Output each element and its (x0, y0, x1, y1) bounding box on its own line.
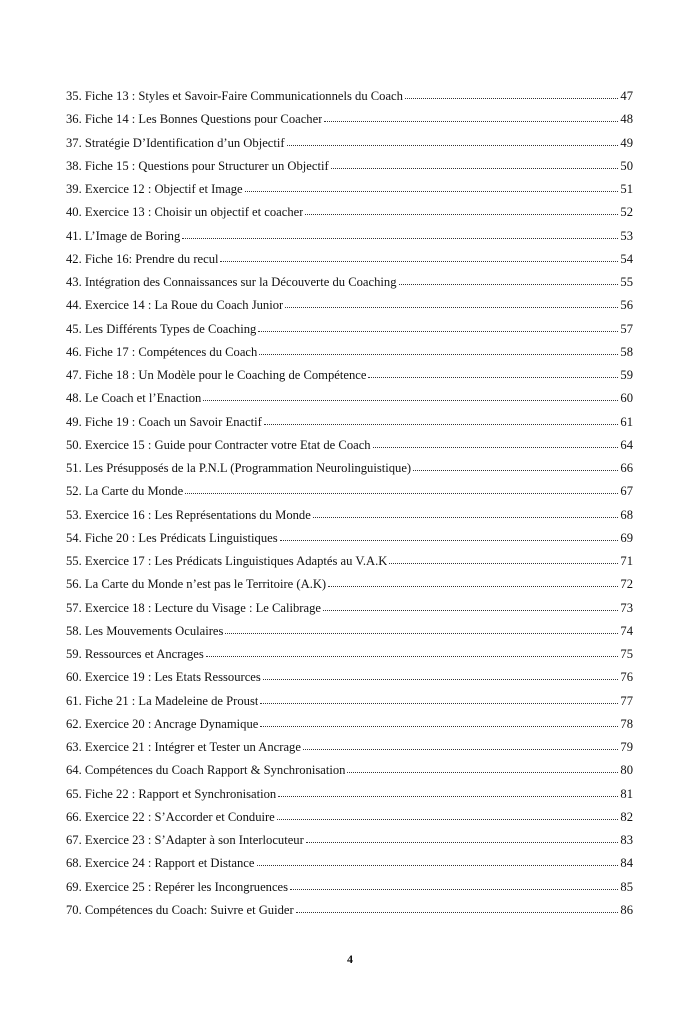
toc-dot-leader (389, 555, 618, 564)
toc-dot-leader (331, 160, 619, 169)
toc-dot-leader (225, 625, 618, 634)
toc-entry[interactable] (66, 504, 633, 527)
toc-entry[interactable] (66, 597, 633, 620)
toc-entry[interactable] (66, 364, 633, 387)
toc-entry-page-number: 74 (620, 623, 633, 638)
toc-dot-leader (185, 485, 618, 494)
toc-entry-title: 40. Exercice 13 : Choisir un objectif et coacher (66, 205, 304, 220)
toc-dot-leader (277, 811, 619, 820)
toc-entry-page-number: 67 (620, 484, 633, 499)
toc-entry[interactable] (66, 852, 633, 875)
toc-dot-leader (324, 113, 618, 122)
toc-dot-leader (305, 206, 618, 215)
toc-dot-leader (220, 253, 618, 262)
toc-entry[interactable] (66, 132, 633, 155)
toc-entry-title: 46. Fiche 17 : Compétences du Coach (66, 344, 258, 359)
toc-entry[interactable] (66, 271, 633, 294)
toc-entry[interactable] (66, 411, 633, 434)
toc-dot-leader (259, 346, 618, 355)
toc-entry-title: 49. Fiche 19 : Coach un Savoir Enactif (66, 414, 262, 429)
toc-entry-title: 43. Intégration des Connaissances sur la Découverte du Coaching (66, 275, 397, 289)
toc-entry-title: 41. L’Image de Boring (66, 228, 181, 243)
toc-dot-leader (264, 416, 619, 425)
toc-entry-page-number: 78 (620, 716, 633, 731)
toc-entry-title: 59. Ressources et Ancrages (66, 647, 204, 661)
toc-dot-leader (413, 462, 618, 471)
toc-entry-page-number: 76 (620, 670, 633, 685)
toc-dot-leader (287, 137, 619, 146)
toc-entry-page-number: 77 (620, 693, 633, 708)
toc-entry-title: 36. Fiche 14 : Les Bonnes Questions pour Coacher (66, 112, 323, 127)
toc-entry-title: 65. Fiche 22 : Rapport et Synchronisation (66, 786, 277, 801)
toc-entry[interactable] (66, 666, 633, 689)
toc-entry-title: 62. Exercice 20 : Ancrage Dynamique (66, 716, 259, 731)
toc-entry[interactable] (66, 806, 633, 829)
toc-entry-title: 56. La Carte du Monde n’est pas le Territoire (A.K) (66, 577, 327, 592)
toc-entry[interactable] (66, 457, 633, 480)
toc-entry-title: 48. Le Coach et l’Enaction (66, 391, 202, 406)
toc-entry-page-number: 48 (620, 112, 633, 127)
toc-dot-leader (285, 299, 618, 308)
toc-dot-leader (290, 881, 618, 890)
toc-entry-page-number: 57 (620, 321, 633, 336)
toc-dot-leader (303, 741, 618, 750)
toc-entry[interactable] (66, 178, 633, 201)
toc-entry-title: 67. Exercice 23 : S’Adapter à son Interlocuteur (66, 833, 304, 847)
toc-entry-page-number: 59 (620, 368, 633, 382)
toc-entry-page-number: 56 (620, 298, 633, 313)
toc-entry-page-number: 71 (620, 554, 633, 568)
toc-dot-leader (347, 764, 618, 773)
toc-entry[interactable] (66, 876, 633, 899)
toc-dot-leader (260, 718, 618, 727)
toc-entry-title: 55. Exercice 17 : Les Prédicats Linguistiques Adaptés au V.A.K (66, 554, 388, 568)
toc-entry-title: 39. Exercice 12 : Objectif et Image (66, 182, 243, 196)
toc-entry-title: 37. Stratégie D’Identification d’un Objectif (66, 135, 285, 150)
toc-entry-title: 42. Fiche 16: Prendre du recul (66, 251, 219, 266)
toc-entry-title: 64. Compétences du Coach Rapport & Synchronisation (66, 763, 346, 778)
toc-dot-leader (405, 90, 618, 99)
toc-entry-page-number: 55 (620, 275, 633, 289)
toc-entry-title: 69. Exercice 25 : Repérer les Incongruences (66, 879, 289, 894)
toc-entry[interactable] (66, 434, 633, 457)
toc-entry[interactable] (66, 783, 633, 806)
toc-entry-page-number: 79 (620, 740, 633, 754)
toc-entry[interactable] (66, 620, 633, 643)
toc-entry-page-number: 64 (620, 437, 633, 452)
toc-entry-title: 58. Les Mouvements Oculaires (66, 623, 224, 638)
toc-entry[interactable] (66, 387, 633, 410)
toc-entry-title: 51. Les Présupposés de la P.N.L (Programmation Neurolinguistique) (66, 461, 412, 475)
toc-entry[interactable] (66, 713, 633, 736)
toc-entry-title: 63. Exercice 21 : Intégrer et Tester un Ancrage (66, 740, 301, 754)
toc-entry[interactable] (66, 318, 633, 341)
toc-entry[interactable] (66, 736, 633, 759)
toc-entry[interactable] (66, 829, 633, 852)
toc-entry-page-number: 53 (620, 228, 633, 243)
toc-entry-title: 50. Exercice 15 : Guide pour Contracter votre Etat de Coach (66, 437, 371, 452)
toc-entry-title: 60. Exercice 19 : Les Etats Ressources (66, 670, 261, 685)
table-of-contents (66, 85, 633, 922)
toc-entry-title: 47. Fiche 18 : Un Modèle pour le Coaching de Compétence (66, 368, 367, 382)
toc-dot-leader (296, 904, 619, 913)
toc-entry[interactable] (66, 690, 633, 713)
toc-entry-page-number: 50 (620, 158, 633, 173)
toc-entry-title: 54. Fiche 20 : Les Prédicats Linguistiques (66, 530, 278, 545)
toc-entry-page-number: 60 (620, 391, 633, 406)
toc-entry-title: 52. La Carte du Monde (66, 484, 184, 499)
page-number: 4 (347, 952, 353, 966)
toc-entry-page-number: 58 (620, 344, 633, 359)
toc-dot-leader (263, 671, 619, 680)
toc-dot-leader (323, 602, 618, 611)
toc-entry[interactable] (66, 550, 633, 573)
toc-entry[interactable] (66, 341, 633, 364)
toc-dot-leader (203, 392, 618, 401)
toc-entry-page-number: 69 (620, 530, 633, 545)
toc-dot-leader (278, 788, 618, 797)
toc-dot-leader (245, 183, 619, 192)
toc-entry-page-number: 72 (620, 577, 633, 592)
toc-entry[interactable] (66, 480, 633, 503)
toc-entry-title: 61. Fiche 21 : La Madeleine de Proust (66, 693, 259, 708)
toc-dot-leader (399, 276, 619, 285)
toc-entry[interactable] (66, 899, 633, 922)
toc-dot-leader (280, 532, 619, 541)
toc-entry-title: 68. Exercice 24 : Rapport et Distance (66, 856, 255, 871)
toc-entry[interactable] (66, 294, 633, 317)
toc-entry[interactable] (66, 573, 633, 596)
toc-dot-leader (373, 439, 619, 448)
toc-entry-title: 44. Exercice 14 : La Roue du Coach Junior (66, 298, 284, 313)
toc-entry[interactable] (66, 85, 633, 108)
toc-dot-leader (368, 369, 618, 378)
toc-entry-page-number: 54 (620, 251, 633, 266)
toc-entry-title: 35. Fiche 13 : Styles et Savoir-Faire Communicationnels du Coach (66, 89, 403, 103)
toc-entry-title: 45. Les Différents Types de Coaching (66, 321, 257, 336)
toc-entry-page-number: 83 (620, 833, 633, 847)
toc-entry[interactable] (66, 225, 633, 248)
toc-entry-page-number: 85 (620, 879, 633, 894)
toc-entry-title: 38. Fiche 15 : Questions pour Structurer un Objectif (66, 158, 329, 173)
toc-dot-leader (182, 230, 618, 239)
toc-entry[interactable] (66, 248, 633, 271)
toc-entry-page-number: 86 (620, 902, 633, 917)
toc-entry-title: 70. Compétences du Coach: Suivre et Guider (66, 902, 294, 917)
toc-dot-leader (258, 323, 618, 332)
toc-entry-page-number: 81 (620, 786, 633, 801)
toc-entry[interactable] (66, 155, 633, 178)
toc-dot-leader (306, 834, 619, 843)
toc-entry[interactable] (66, 759, 633, 782)
toc-entry-page-number: 66 (620, 461, 633, 475)
toc-entry-page-number: 52 (620, 205, 633, 220)
toc-entry[interactable] (66, 527, 633, 550)
toc-entry-page-number: 51 (620, 182, 633, 196)
toc-entry-title: 53. Exercice 16 : Les Représentations du Monde (66, 507, 311, 522)
toc-entry-title: 57. Exercice 18 : Lecture du Visage : Le Calibrage (66, 600, 321, 615)
toc-entry[interactable] (66, 643, 633, 666)
toc-dot-leader (257, 857, 619, 866)
toc-entry-page-number: 75 (620, 647, 633, 661)
toc-dot-leader (313, 509, 619, 518)
toc-dot-leader (328, 578, 618, 587)
toc-entry-page-number: 47 (620, 89, 633, 103)
toc-entry-page-number: 80 (620, 763, 633, 778)
toc-entry-page-number: 73 (620, 600, 633, 615)
toc-entry[interactable] (66, 201, 633, 224)
toc-dot-leader (206, 648, 619, 657)
toc-entry-page-number: 82 (620, 809, 633, 824)
toc-entry-page-number: 49 (620, 135, 633, 150)
toc-dot-leader (260, 695, 618, 704)
toc-entry-page-number: 61 (620, 414, 633, 429)
toc-entry-title: 66. Exercice 22 : S’Accorder et Conduire (66, 809, 275, 824)
toc-entry-page-number: 84 (620, 856, 633, 871)
toc-entry-page-number: 68 (620, 507, 633, 522)
toc-entry[interactable] (66, 108, 633, 131)
